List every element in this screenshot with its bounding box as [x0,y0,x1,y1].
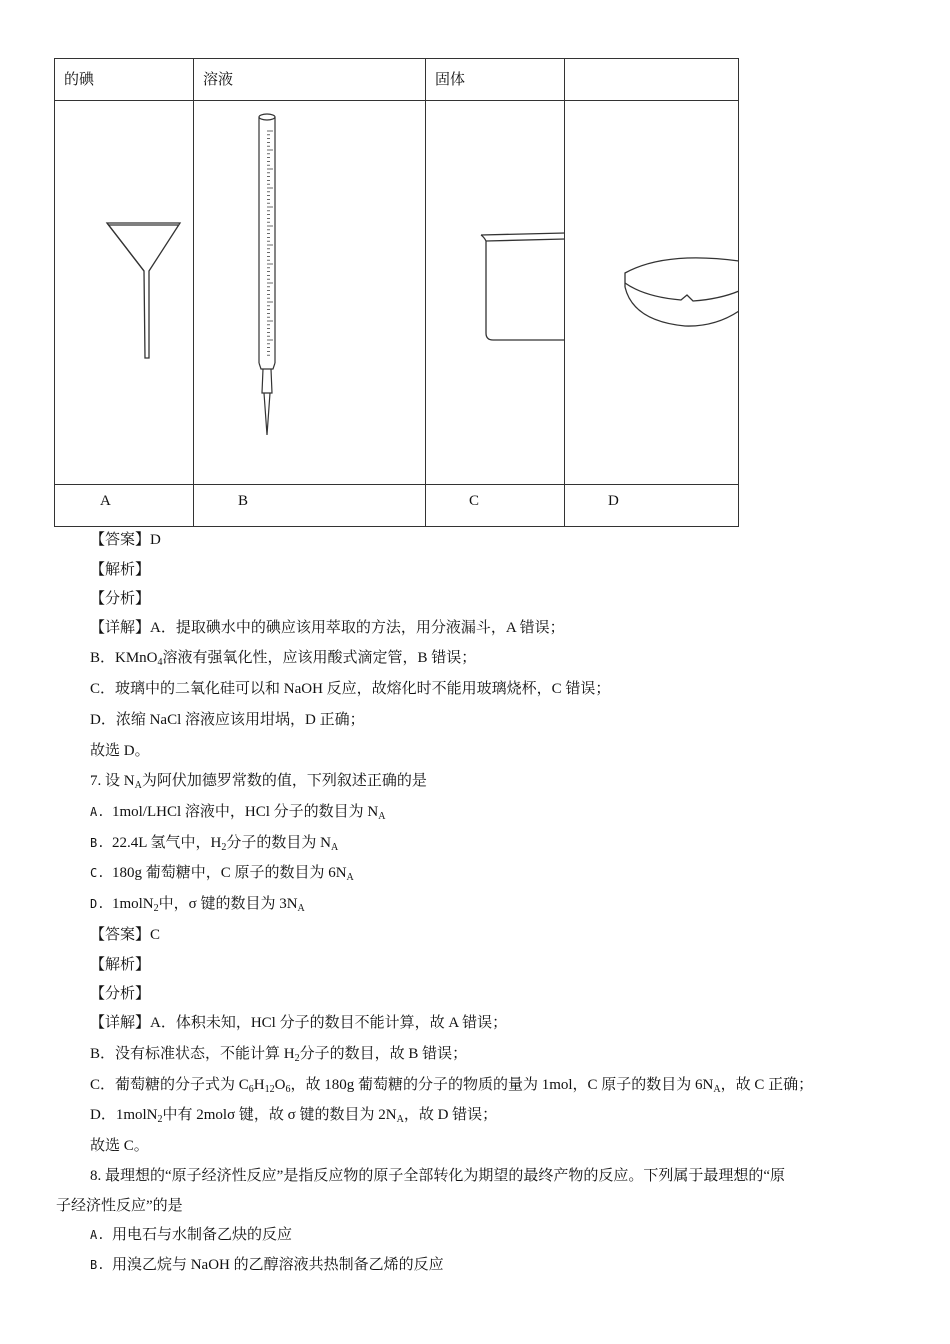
q7-option-b: B. 22.4L 氢气中，$H_2$分子的数目为 $N_A$ [90,835,339,853]
label-cell: A [55,485,194,527]
q7-option-c: C. 180g 葡萄糖中，C 原子的数目为 $6N_A$ [90,865,354,883]
header-cell: 的碘 [55,59,194,101]
q6-conclusion: 故选 D。 [90,743,150,759]
evaporating-dish-icon [565,101,739,484]
q6-fenxi: 【分析】 [90,591,151,607]
q7-detail-d: D．1molN$_2$中有 2molσ 键，故 σ 键的数目为 $2N_A$，故 D 错误； [90,1107,498,1125]
q7-jiexi: 【解析】 [90,957,151,973]
q7-option-a: A. 1mol/LHCl 溶液中，HCl 分子的数目为 $N_A$ [90,804,386,822]
q7-answer: 【答案】C [90,927,161,943]
funnel-icon [55,101,194,484]
header-cell: 溶液 [194,59,426,101]
image-cell-d [565,101,739,485]
apparatus-table [54,58,739,527]
label-cell: B [194,485,426,527]
image-cell-b [194,101,426,485]
beaker-icon [426,101,565,484]
table-image-row [55,101,739,485]
q7-detail-c: C．葡萄糖的分子式为 $C_6H_{12}O_6$，故 180g 葡萄糖的分子的物质的量为 1mol，C 原子的数目为 $6N_A$，故 C 正确； [90,1077,814,1095]
header-cell: 固体 [426,59,565,101]
q6-detail-a: 【详解】A．提取碘水中的碘应该用萃取的方法，用分液漏斗，A 错误； [90,620,565,636]
table-header-row [55,59,739,101]
table-label-row [55,485,739,527]
image-cell-a [55,101,194,485]
q6-detail-d: D．浓缩 NaCl 溶液应该用坩埚，D 正确； [90,712,365,728]
header-cell [565,59,739,101]
q8-stem-line2: 子经济性反应”的是 [56,1198,183,1214]
q6-detail-b: B．KMnO$_4$溶液有强氧化性，应该用酸式滴定管，B 错误； [90,650,477,668]
label-cell: D [565,485,739,527]
q6-answer: 【答案】D [90,532,161,548]
q7-detail-a: 【详解】A．体积未知，HCl 分子的数目不能计算，故 A 错误； [90,1015,508,1031]
q8-option-b: B. 用溴乙烷与 NaOH 的乙醇溶液共热制备乙烯的反应 [90,1257,444,1273]
image-cell-c [426,101,565,485]
label-cell: C [426,485,565,527]
q8-stem-line1: 8. 最理想的“原子经济性反应”是指反应物的原子全部转化为期望的最终产物的反应。下列属于最理想的“原 [90,1168,785,1184]
q6-jiexi: 【解析】 [90,562,151,578]
q7-fenxi: 【分析】 [90,986,151,1002]
q7-stem: 7. 设 $N_A$为阿伏加德罗常数的值，下列叙述正确的是 [90,773,427,791]
q7-option-d: D. 1molN$_2$中，σ 键的数目为 $3N_A$ [90,896,305,914]
q7-conclusion: 故选 C。 [90,1138,149,1154]
q6-detail-c: C．玻璃中的二氧化硅可以和 NaOH 反应，故熔化时不能用玻璃烧杯，C 错误； [90,681,611,697]
burette-icon [194,101,426,484]
q8-option-a: A. 用电石与水制备乙炔的反应 [90,1227,292,1243]
q7-detail-b: B．没有标准状态，不能计算 $H_2$分子的数目，故 B 错误； [90,1046,468,1064]
